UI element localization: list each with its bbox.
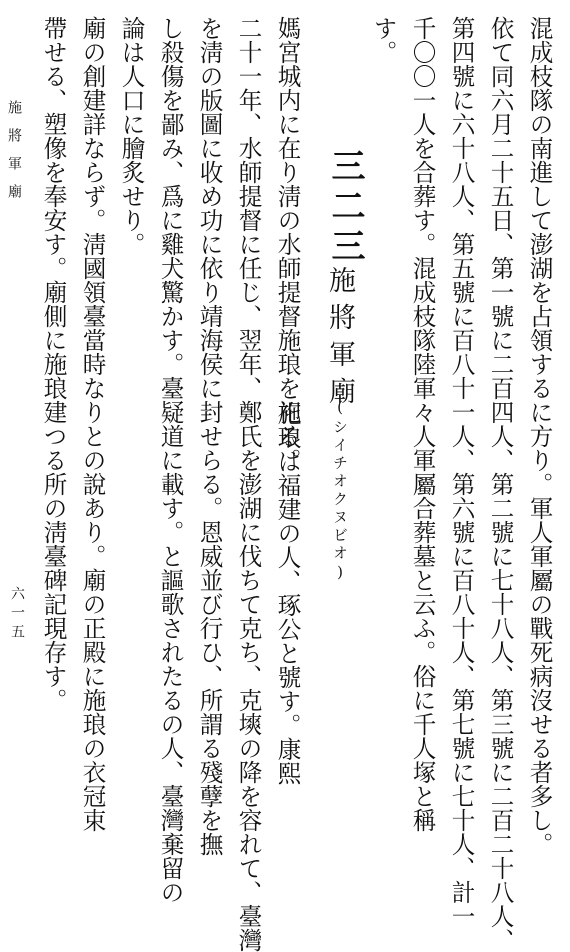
section-title-reading: (シイチオクヌビオ) [331, 398, 349, 584]
body-line-6: 媽宮城内に在り淸の水師提督施琅を祀る。 [273, 16, 302, 472]
body-line-5: 論は人口に膾炙せり。 [117, 16, 146, 256]
running-head: 施將軍廟 [6, 100, 22, 212]
body-line-8: 帶せる、塑像を奉安す。廟側に施琅建つる所の淸臺碑記現存す。 [39, 16, 68, 712]
body-line-1: 施琅は福建の人、琢公と號す。康熙 [273, 401, 302, 785]
prev-tail-line-2: 依て同六月二十五日、第一號に二百四人、第二號に七十八人、第三號に二百二十八人、 [486, 16, 515, 952]
body-line-2: 二十一年、水師提督に任じ、翌年、鄭氏を澎湖に伐ちて克ち、克塽の降を容れて、臺灣 [234, 16, 263, 952]
prev-tail-line-5: す。 [369, 16, 398, 64]
prev-tail-line-4: 千〇〇一人を合葬す。混成枝隊陸軍々人軍屬合葬墓と云ふ。俗に千人塚と稱 [408, 16, 437, 832]
body-line-7: 廟の創建詳ならず。淸國領臺當時なりとの說あり。廟の正殿に施琅の衣冠束 [78, 16, 107, 832]
body-line-3: を淸の版圖に收め功に依り靖海侯に封せらる。恩威並び行ひ、所謂る殘孽を撫 [195, 16, 224, 856]
body-line-4: し殺傷を鄙み、爲に雞犬驚かす。臺疑道に載す。と謳歌されたるの人、臺灣棄留の [156, 16, 185, 904]
section-title: 施將軍廟 [324, 266, 355, 414]
prev-tail-line-1: 混成枝隊の南進して澎湖を占領するに方り。軍人軍屬の戰死病沒せる者多し。 [525, 16, 554, 856]
prev-tail-line-3: 第四號に六十八人、第五號に百八十一人、第六號に百八十人、第七號に七十人、計一 [447, 16, 476, 928]
page-number: 六一五 [9, 586, 25, 643]
section-number: 三二三 [325, 148, 365, 268]
